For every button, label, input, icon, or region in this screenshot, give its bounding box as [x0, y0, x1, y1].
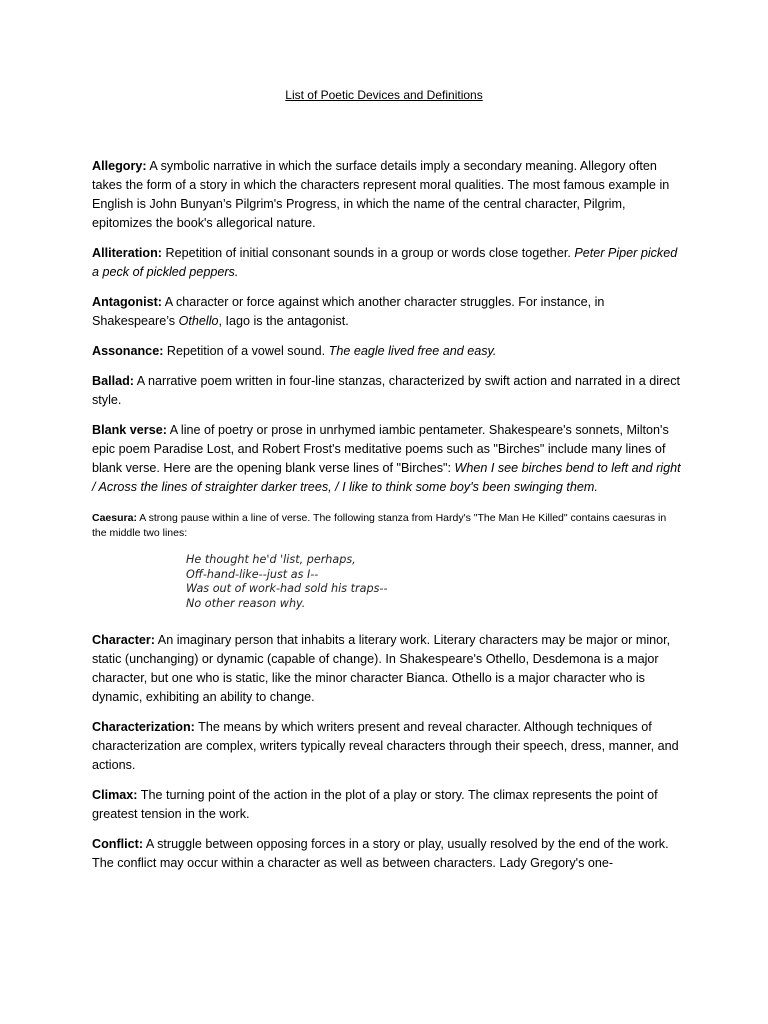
definition-caesura: A strong pause within a line of verse. The following stanza from Hardy's "The Man He Killed" contains caesuras in the middle two lines: — [92, 512, 667, 539]
poem-line: Was out of work-had sold his traps-- — [186, 582, 388, 595]
entry-character — [92, 631, 682, 707]
entry-ballad — [92, 372, 682, 410]
example-assonance: The eagle lived free and easy. — [328, 344, 497, 358]
definition-blank-verse: A line of poetry or prose in unrhymed iambic pentameter. Shakespeare's sonnets, Milton's epic poem Paradise Lost, and Robert Frost's meditative poems such as "Birches" include many lines of blank verse. Here are the opening blank verse lines of "Birches": — [92, 423, 669, 475]
entry-assonance — [92, 342, 682, 361]
entry-allegory — [92, 157, 682, 233]
definition-allegory: A symbolic narrative in which the surface details imply a secondary meaning. Allegory often takes the form of a story in which the characters represent moral qualities. The most famous example in English is John Bunyan’s Pilgrim's Progress, in which the name of the central character, Pilgrim, epitomizes the book's allegorical nature. — [92, 159, 670, 230]
entry-characterization — [92, 718, 682, 775]
poem-line: He thought he'd 'list, perhaps, — [186, 553, 356, 566]
definition-character: An imaginary person that inhabits a literary work. Literary characters may be major or minor, static (unchanging) or dynamic (capable of change). In Shakespeare's Othello, Desdemona is a major character, but one who is static, like the minor character Bianca. Othello is a major character who is dynamic, exhibiting an ability to change. — [92, 633, 671, 704]
poem-line: No other reason why. — [186, 596, 306, 610]
term-allegory: Allegory: — [92, 159, 147, 173]
term-antagonist: Antagonist: — [92, 295, 162, 309]
definition-ballad: A narrative poem written in four-line stanzas, characterized by swift action and narrated in a direct style. — [92, 374, 681, 407]
definition-antagonist-part1: A character or force against which another character struggles. For instance, in Shakespeare’s — [92, 295, 605, 328]
entry-climax — [92, 786, 682, 824]
entry-conflict — [92, 835, 682, 873]
caesura-poem-stanza — [186, 553, 682, 611]
term-character: Character: — [92, 633, 155, 647]
page-title: List of Poetic Devices and Definitions — [285, 88, 483, 102]
entry-antagonist — [92, 293, 682, 331]
work-title-othello: Othello — [178, 314, 219, 328]
entry-alliteration — [92, 244, 682, 282]
entry-caesura — [92, 511, 682, 541]
example-blank-verse: When I see birches bend to left and right / Across the lines of straighter darker trees, / I like to think some boy's been swinging them. — [92, 461, 681, 494]
term-characterization: Characterization: — [92, 720, 195, 734]
term-alliteration: Alliteration: — [92, 246, 162, 260]
example-alliteration: Peter Piper picked a peck of pickled peppers. — [92, 246, 678, 279]
definition-assonance: Repetition of a vowel sound. — [163, 344, 329, 358]
term-blank-verse: Blank verse: — [92, 423, 167, 437]
term-caesura: Caesura: — [92, 512, 137, 524]
definition-characterization: The means by which writers present and reveal character. Although techniques of characterization are complex, writers typically reveal characters through their speech, dress, manner, and actions. — [92, 720, 679, 772]
term-ballad: Ballad: — [92, 374, 134, 388]
definition-alliteration: Repetition of initial consonant sounds in a group or words close together. — [161, 246, 575, 260]
entry-blank-verse — [92, 421, 682, 497]
definition-antagonist-part2: , Iago is the antagonist. — [218, 314, 349, 328]
definition-conflict: A struggle between opposing forces in a story or play, usually resolved by the end of the work. The conflict may occur within a character as well as between characters. Lady Gregory's one- — [92, 837, 669, 870]
poem-line: Off-hand-like--just as I-- — [186, 567, 319, 581]
term-climax: Climax: — [92, 788, 138, 802]
definition-climax: The turning point of the action in the plot of a play or story. The climax represents the point of greatest tension in the work. — [92, 788, 658, 821]
term-assonance: Assonance: — [92, 344, 164, 358]
definitions-list — [92, 157, 682, 884]
term-conflict: Conflict: — [92, 837, 144, 851]
